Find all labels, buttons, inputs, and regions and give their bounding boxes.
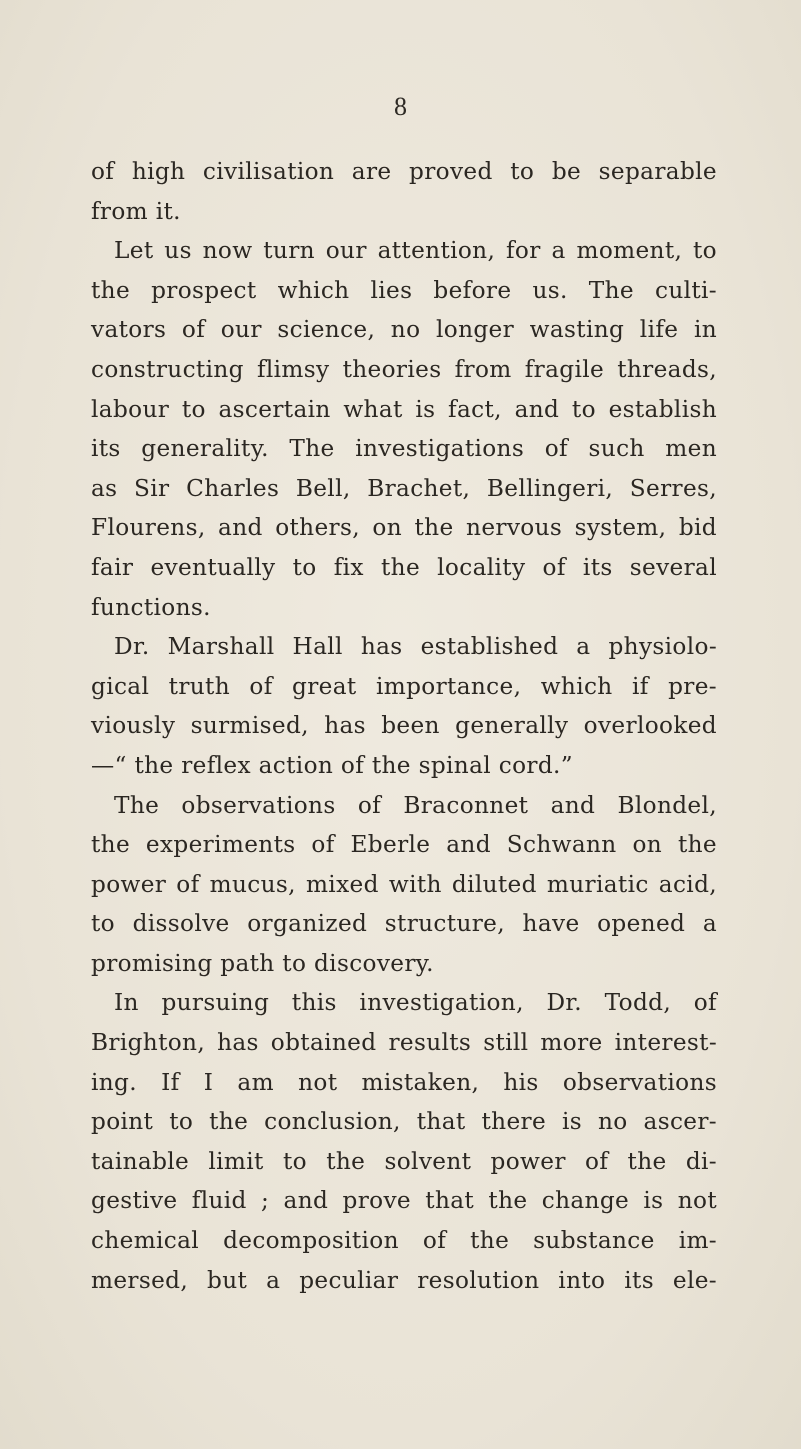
text-line: Let us now turn our attention, for a moment, to bbox=[114, 237, 717, 265]
text-line: the prospect which lies before us. The culti- bbox=[91, 276, 717, 304]
text-line: point to the conclusion, that there is no ascer- bbox=[91, 1108, 717, 1136]
text-line: The observations of Braconnet and Blondel, bbox=[114, 791, 717, 819]
text-line: labour to ascertain what is fact, and to establish bbox=[91, 395, 717, 423]
text-line: gical truth of great importance, which if pre- bbox=[91, 672, 717, 700]
text-line: functions. bbox=[91, 593, 211, 621]
text-line: Dr. Marshall Hall has established a physiolo- bbox=[114, 633, 717, 661]
text-line: Brighton, has obtained results still more interest- bbox=[91, 1029, 717, 1057]
text-line: mersed, but a peculiar resolution into its ele- bbox=[91, 1266, 717, 1294]
text-line: power of mucus, mixed with diluted muriatic acid, bbox=[91, 870, 717, 898]
text-line: gestive fluid ; and prove that the change is not bbox=[91, 1187, 717, 1215]
text-line: chemical decomposition of the substance im- bbox=[91, 1227, 717, 1255]
text-line: fair eventually to fix the locality of its several bbox=[91, 553, 717, 581]
page-number: 8 bbox=[394, 92, 407, 121]
text-line: constructing flimsy theories from fragile threads, bbox=[91, 355, 717, 383]
text-line: viously surmised, has been generally overlooked bbox=[91, 712, 717, 740]
text-line: vators of our science, no longer wasting life in bbox=[91, 316, 717, 344]
text-line: promising path to discovery. bbox=[91, 949, 434, 977]
text-line: —“ the reflex action of the spinal cord.” bbox=[91, 751, 573, 779]
text-line: tainable limit to the solvent power of the di- bbox=[91, 1147, 717, 1175]
text-line: In pursuing this investigation, Dr. Todd, of bbox=[114, 989, 717, 1017]
text-line: as Sir Charles Bell, Brachet, Bellingeri, Serres, bbox=[91, 474, 717, 502]
text-line: of high civilisation are proved to be separable bbox=[91, 158, 717, 185]
text-line: ing. If I am not mistaken, his observations bbox=[91, 1068, 717, 1096]
text-line: the experiments of Eberle and Schwann on the bbox=[91, 831, 717, 859]
text-line: its generality. The investigations of such men bbox=[91, 435, 717, 463]
text-line: to dissolve organized structure, have opened a bbox=[91, 910, 717, 938]
text-line: from it. bbox=[91, 197, 181, 225]
text-line: Flourens, and others, on the nervous system, bid bbox=[91, 514, 717, 542]
body-text bbox=[91, 152, 717, 1300]
